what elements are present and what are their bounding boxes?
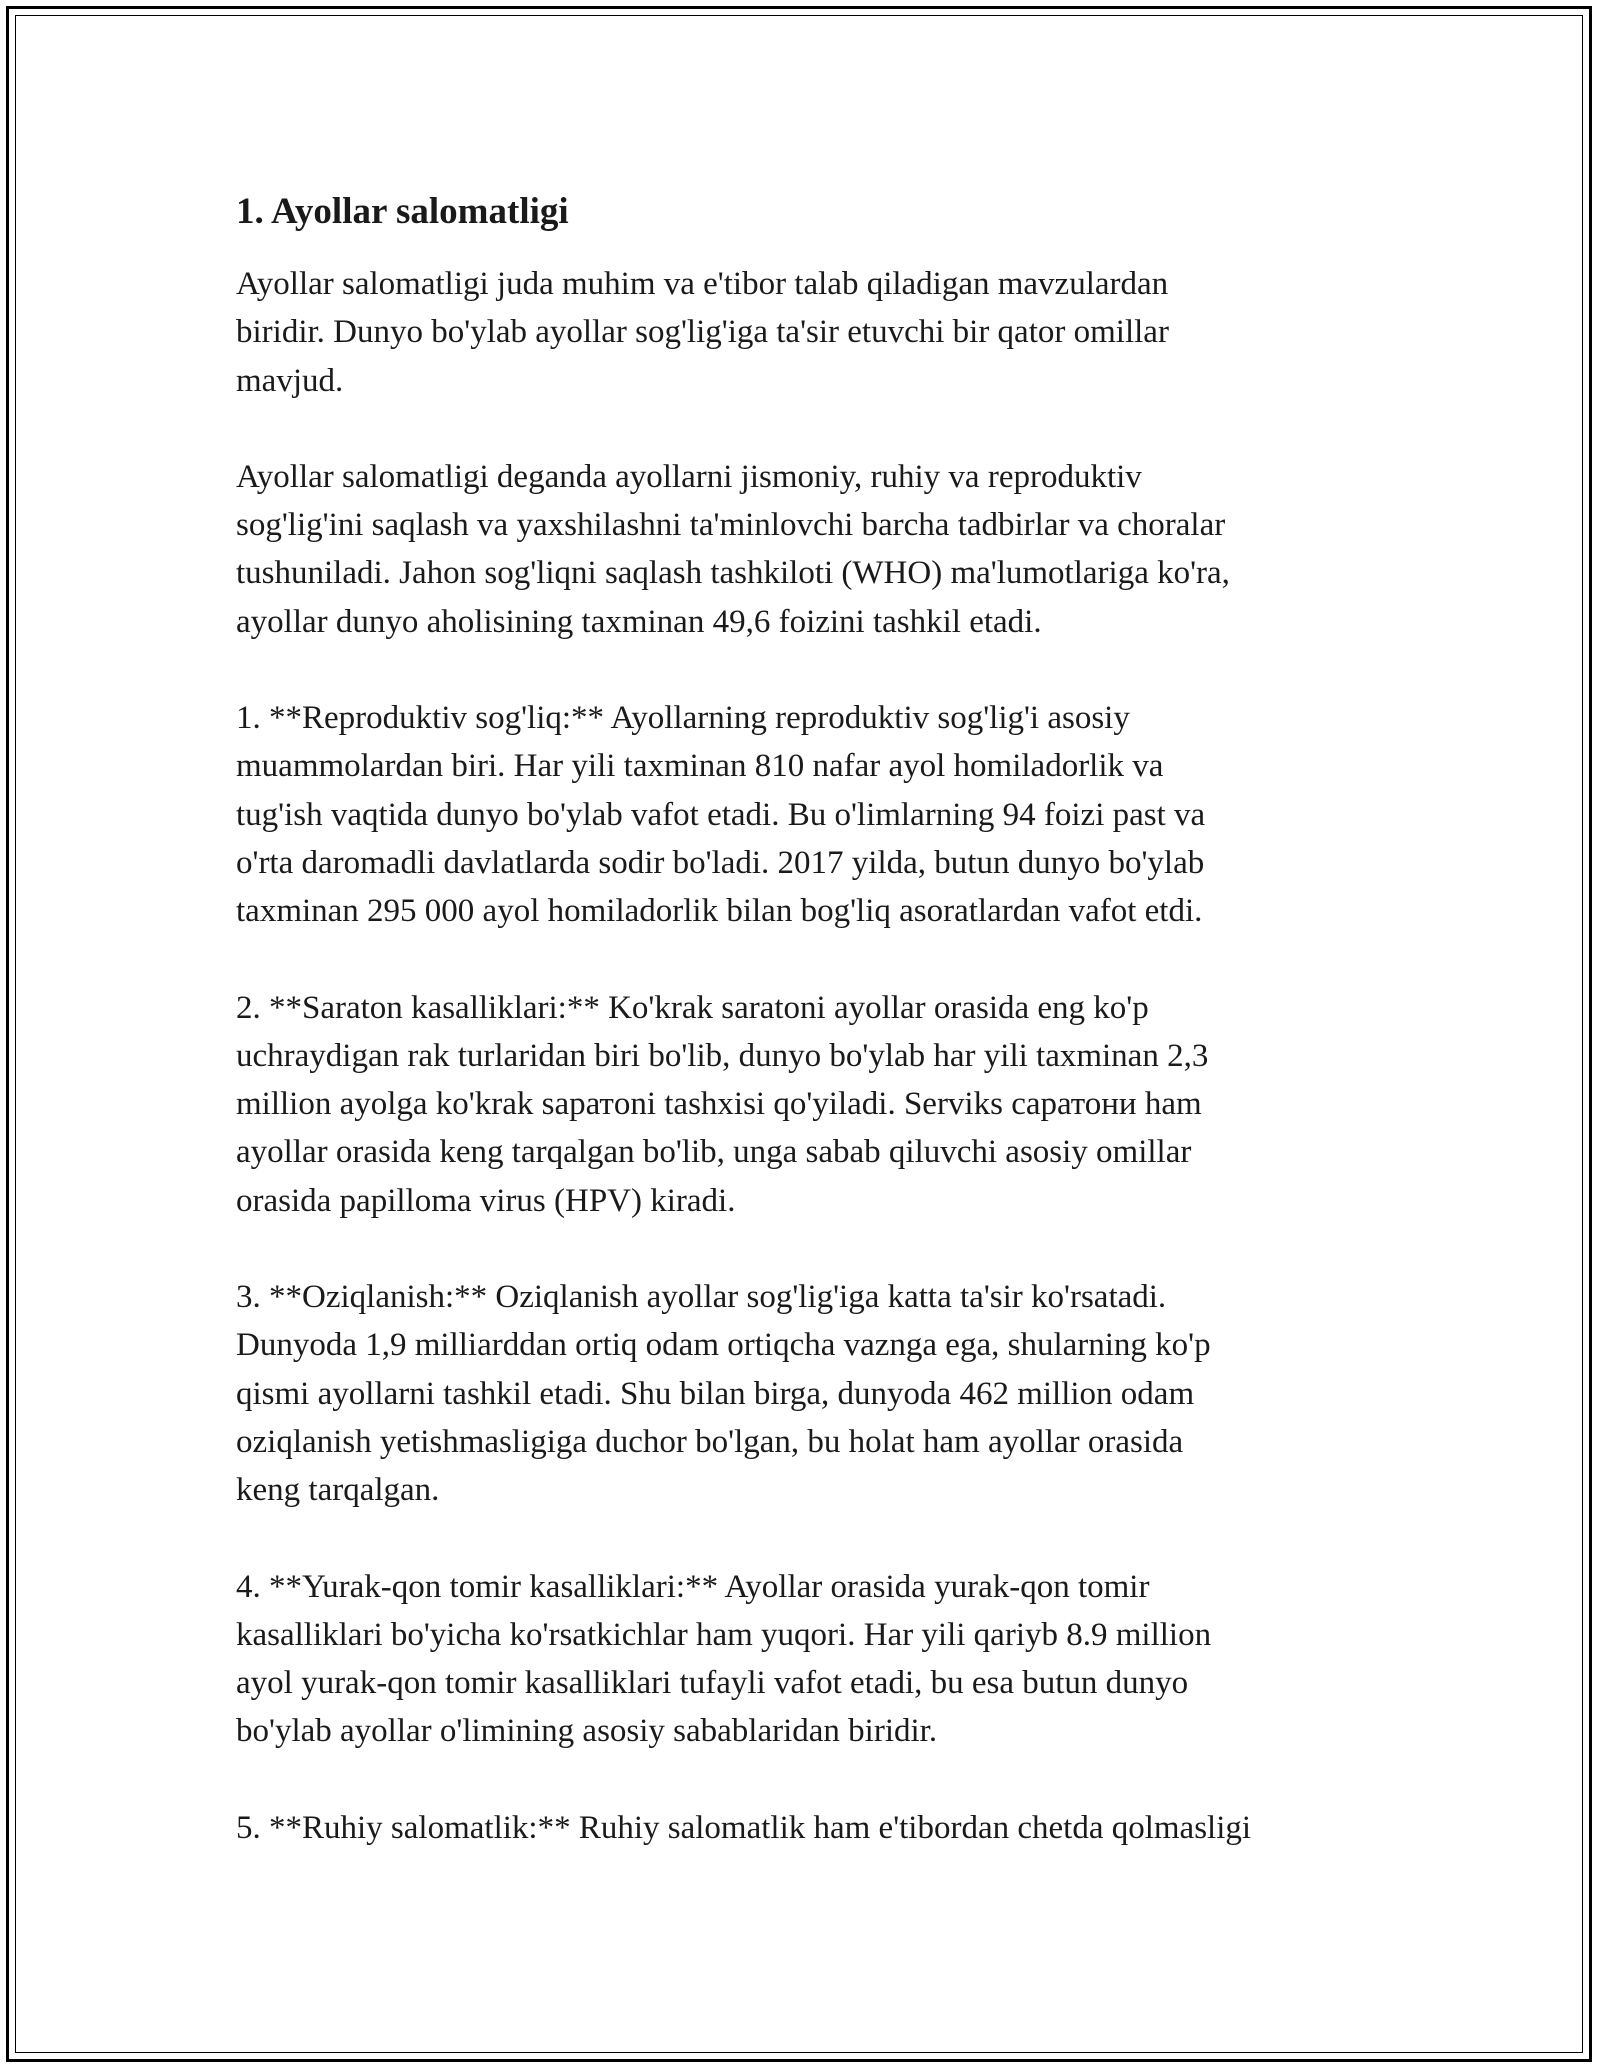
document-title: 1. Ayollar salomatligi — [236, 191, 569, 232]
paragraph-cardiovascular: 4. **Yurak-qon tomir kasalliklari:** Ayollar orasida yurak-qon tomir kasalliklari bo'yicha ko'rsatkichlar ham yuqori. Har yili qariyb 8.9 million ayol yurak-qon tomir kasalliklari tufayli vafot etadi, bu esa butun dunyo bo'ylab ayollar o'limining asosiy sabablaridan biridir. — [236, 1568, 1212, 1750]
paragraph-cancer: 2. **Saraton kasalliklari:** Ko'krak saratoni ayollar orasida eng ko'p uchraydigan rak turlaridan biri bo'lib, dunyo bo'ylab har yili taxminan 2,3 million ayolga ko'krak sapатoni tashxisi qo'yiladi. Serviks сapатони ham ayollar orasida keng tarqalgan bo'lib, unga sabab qiluvchi asosiy omillar orasida papilloma virus (HPV) kiradi. — [236, 989, 1209, 1219]
document-body — [236, 188, 1386, 1900]
paragraph-nutrition: 3. **Oziqlanish:** Oziqlanish ayollar sog'lig'iga katta ta'sir ko'rsatadi. Dunyoda 1,9 milliarddan ortiq odam ortiqcha vaznga ega, shularning ko'p qismi ayollarni tashkil etadi. Shu bilan birga, dunyoda 462 million odam oziqlanish yetishmasligiga duchor bo'lgan, bu holat ham ayollar orasida keng tarqalgan. — [236, 1279, 1211, 1509]
paragraph-definition: Ayollar salomatligi deganda ayollarni jismoniy, ruhiy va reproduktiv sog'lig'ini saqlash va yaxshilashni ta'minlovchi barcha tadbirlar va choralar tushuniladi. Jahon sog'liqni saqlash tashkiloti (WHO) ma'lumotlariga ko'ra, ayollar dunyo aholisining taxminan 49,6 foizini tashkil etadi. — [236, 458, 1230, 640]
paragraph-reproductive-health: 1. **Reproduktiv sog'liq:** Ayollarning reproduktiv sog'lig'i asosiy muammolardan biri. Har yili taxminan 810 nafar ayol homiladorlik va tug'ish vaqtida dunyo bo'ylab vafot etadi. Bu o'limlarning 94 foizi past va o'rta daromadli davlatlarda sodir bo'ladi. 2017 yilda, butun dunyo bo'ylab taxminan 295 000 ayol homiladorlik bilan bog'liq asoratlardan vafot etdi. — [236, 700, 1206, 930]
paragraph-mental-health: 5. **Ruhiy salomatlik:** Ruhiy salomatlik ham e'tibordan chetda qolmasligi — [236, 1809, 1252, 1846]
paragraph-intro: Ayollar salomatligi juda muhim va e'tibor talab qiladigan mavzulardan biridir. Dunyo bo'ylab ayollar sog'lig'iga ta'sir etuvchi bir qator omillar mavjud. — [236, 266, 1169, 399]
